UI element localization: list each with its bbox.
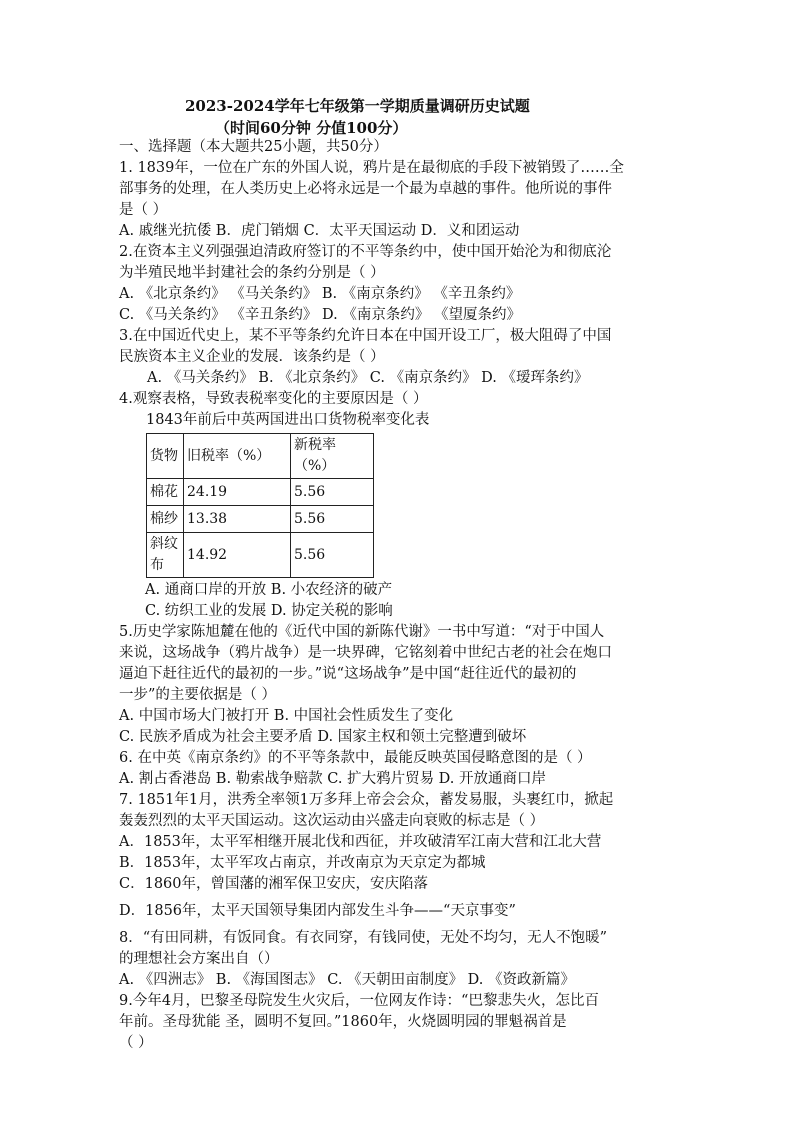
- table-cell: 14.92: [184, 533, 291, 578]
- question-8: [119, 928, 669, 991]
- question-2-options-ab: A. 《北京条约》 《马关条约》 B. 《南京条约》 《辛丑条约》: [119, 286, 521, 302]
- question-5-stem-line: 逼迫下赶往近代的最初的一步。”说“这场战争”是中国“赶往近代的最初的: [119, 666, 577, 682]
- table-header-cell: 新税率（%）: [291, 434, 374, 479]
- question-6-stem: 6. 在中英《南京条约》的不平等条款中，最能反映英国侵略意图的是（ ）: [119, 750, 592, 766]
- question-3: [119, 326, 669, 389]
- table-row: [147, 506, 374, 533]
- section-heading: 一、选择题（本大题共25小题，共50分）: [119, 139, 388, 155]
- question-1-stem-line: 1. 1839年，一位在广东的外国人说，鸦片是在最彻底的手段下被销毁了……全: [119, 160, 624, 176]
- table-cell: 24.19: [184, 479, 291, 506]
- table-cell: 棉纱: [147, 506, 184, 533]
- table-cell: 13.38: [184, 506, 291, 533]
- table-cell: 斜纹布: [147, 533, 184, 578]
- question-9-stem-line: 年前。圣母犹能 圣，圆明不复回。”1860年，火烧圆明园的罪魁祸首是: [119, 1014, 567, 1030]
- question-2-stem-line: 为半殖民地半封建社会的条约分别是（ ）: [119, 265, 385, 281]
- question-9: [119, 991, 669, 1054]
- table-row: [147, 479, 374, 506]
- table-header-cell: 货物: [147, 434, 184, 479]
- question-4-stem: 4.观察表格，导致表税率变化的主要原因是（ ）: [119, 391, 428, 407]
- question-7-stem-line: 轰轰烈烈的太平天国运动。这次运动由兴盛走向衰败的标志是（ ）: [119, 813, 545, 829]
- table-cell: 5.56: [291, 533, 374, 578]
- question-5: [119, 622, 669, 748]
- question-1-stem-line: 部事务的处理，在人类历史上必将永远是一个最为卓越的事件。他所说的事件: [119, 181, 612, 197]
- question-3-stem-line: 民族资本主义企业的发展．该条约是（ ）: [119, 349, 385, 365]
- question-5-options-ab: A. 中国市场大门被打开 B. 中国社会性质发生了变化: [119, 708, 454, 724]
- question-7-option-c: C．1860年，曾国藩的湘军保卫安庆，安庆陷落: [119, 876, 428, 892]
- exam-subtitle: （时间60分钟 分值100分）: [215, 119, 408, 137]
- question-5-options-cd: C. 民族矛盾成为社会主要矛盾 D. 国家主权和领土完整遭到破坏: [119, 729, 527, 745]
- question-7-stem-line: 7. 1851年1月，洪秀全率领1万多拜上帝会会众，蓄发易服，头裹红巾，掀起: [119, 792, 614, 808]
- question-4-options-ab: A. 通商口岸的开放 B. 小农经济的破产: [145, 582, 393, 598]
- question-3-stem-line: 3.在中国近代史上，某不平等条约允许日本在中国开设工厂，极大阻碍了中国: [119, 328, 612, 344]
- question-6: [119, 748, 669, 790]
- exam-title: 2023-2024学年七年级第一学期质量调研历史试题: [185, 97, 530, 115]
- question-9-stem-line: 9.今年4月，巴黎圣母院发生火灾后，一位网友作诗：“巴黎悲失火，怎比百: [119, 993, 599, 1009]
- table-header-row: [147, 434, 374, 479]
- exam-content: [119, 137, 669, 1054]
- question-6-options: A. 割占香港岛 B. 勒索战争赔款 C. 扩大鸦片贸易 D. 开放通商口岸: [119, 771, 547, 787]
- table-header-cell: 旧税率（%）: [184, 434, 291, 479]
- question-1-stem-line: 是（ ）: [119, 202, 168, 218]
- question-7: [119, 790, 669, 922]
- question-8-stem-line: 8．“有田同耕，有饭同食。有衣同穿，有钱同使，无处不均匀，无人不饱暖”: [119, 930, 608, 946]
- question-5-stem-line: 来说，这场战争（鸦片战争）是一块界碑，它铭刻着中世纪古老的社会在炮口: [119, 645, 612, 661]
- question-2-stem-line: 2.在资本主义列强强迫清政府签订的不平等条约中，使中国开始沦为和彻底沦: [119, 244, 612, 260]
- question-7-option-a: A．1853年，太平军相继开展北伐和西征，并攻破清军江南大营和江北大营: [119, 834, 602, 850]
- question-5-stem-line: 一步”的主要依据是（ ）: [119, 687, 277, 703]
- question-2-options-cd: C. 《马关条约》 《辛丑条约》 D. 《南京条约》 《望厦条约》: [119, 307, 521, 323]
- table-cell: 5.56: [291, 479, 374, 506]
- table-cell: 棉花: [147, 479, 184, 506]
- tax-table-caption: 1843年前后中英两国进出口货物税率变化表: [146, 412, 430, 428]
- table-row: [147, 533, 374, 578]
- question-3-options: A. 《马关条约》 B. 《北京条约》 C. 《南京条约》 D. 《瑷珲条约》: [147, 370, 589, 386]
- question-9-stem-line: （ ）: [119, 1035, 153, 1051]
- question-4: [119, 389, 669, 622]
- question-4-options-cd: C. 纺织工业的发展 D. 协定关税的影响: [145, 603, 393, 619]
- question-2: [119, 242, 669, 326]
- question-1: [119, 158, 669, 242]
- question-7-option-b: B．1853年，太平军攻占南京，并改南京为天京定为都城: [119, 855, 486, 871]
- question-8-stem-line: 的理想社会方案出自（）: [119, 951, 279, 967]
- tax-rate-table: [146, 433, 374, 578]
- question-1-options: A. 戚继光抗倭 B．虎门销烟 C．太平天国运动 D．义和团运动: [119, 223, 520, 239]
- question-7-option-d: D．1856年，太平天国领导集团内部发生斗争——“天京事变”: [119, 903, 516, 919]
- question-5-stem-line: 5.历史学家陈旭麓在他的《近代中国的新陈代谢》一书中写道：“对于中国人: [119, 624, 605, 640]
- question-8-options: A. 《四洲志》 B. 《海国图志》 C. 《天朝田亩制度》 D. 《资政新篇》: [119, 972, 576, 988]
- table-cell: 5.56: [291, 506, 374, 533]
